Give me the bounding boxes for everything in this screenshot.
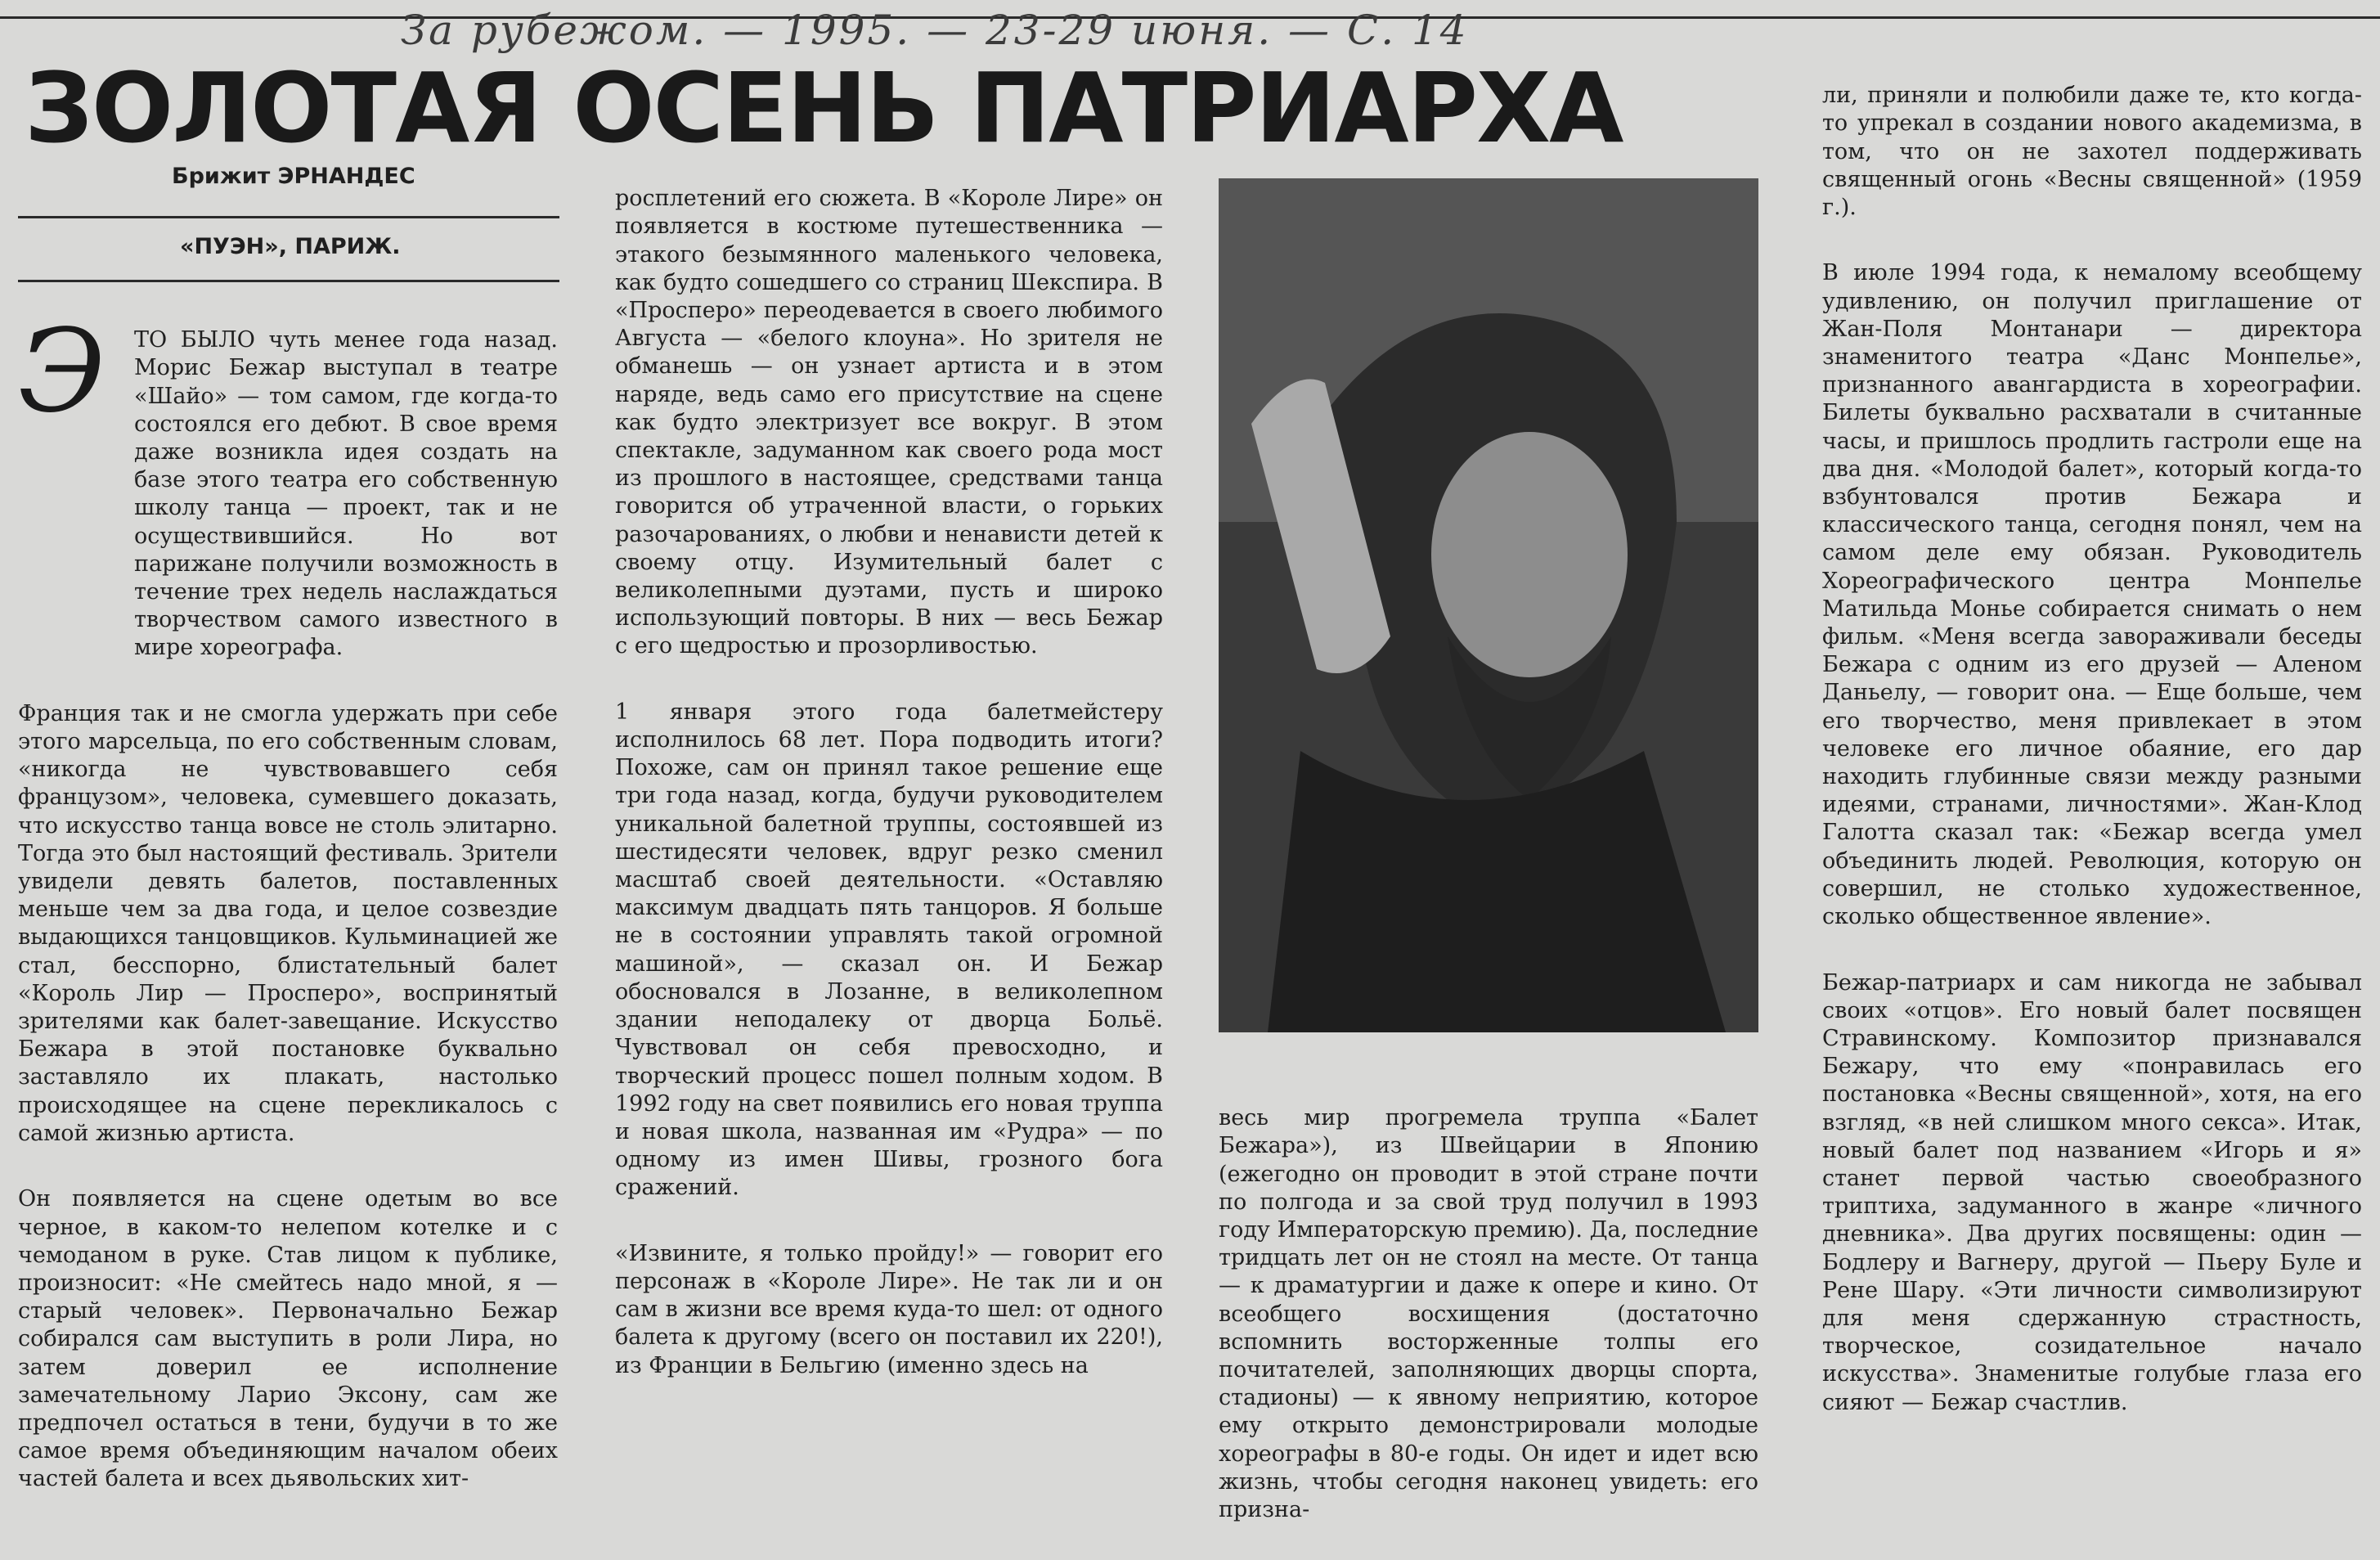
headline: ЗОЛОТАЯ ОСЕНЬ ПАТРИАРХА	[25, 52, 1623, 164]
article-column-1	[18, 299, 558, 1546]
column-3-paragraph-1: весь мир прогремела труппа «Балет Бежара»), из Швейцарии в Японию (ежегодно он проводит в этой стране почти по полгода и за свой труд получил в 1993 году Императорскую премию). Да, последние тридцать лет он не стоял на месте. От танца — к драматургии и даже к опере и кино. От всеобщего восхищения (достаточно вспомнить восторженные толпы его почитателей, заполняющих дворцы спорта, стадионы) — к явному неприятию, которое ему открыто демонстрировали молодые хореографы в 80-е годы. Он идет и идет всю жизнь, чтобы сегодня наконец увидеть: его призна-	[1219, 1105, 1758, 1523]
column-2-paragraph-3: «Извините, я только пройду!» — говорит его персонаж в «Короле Лире». Не так ли и он сам в жизни все время куда-то шел: от одного балета к другому (всего он поставил их 220!), из Франции в Бельгию (именно здесь на	[615, 1240, 1163, 1378]
column-2-paragraph-1: росплетений его сюжета. В «Короле Лире» он появляется в костюме путешественника — этакого безымянного маленького человека, как будто сошедшего со страниц Шекспира. В «Просперо» переодевается в своего любимого Августа — «белого клоуна». Но зрителя не обманешь — он узнает артиста и в этом наряде, ведь само его присутствие на сцене как будто электризует все вокруг. В этом спектакле, задуманном как своего рода мост из прошлого в настоящее, средствами танца говорится об утраченной власти, о горьких разочарованиях, о любви и ненависти детей к своему отцу. Изумительный балет с великолепными дуэтами, пусть и широко использующий повторы. В них — весь Бежар с его щедростью и прозорливостью.	[615, 186, 1163, 659]
portrait-illustration	[1219, 178, 1758, 1032]
column-1-paragraph-2: Франция так и не смогла удержать при себе этого марсельца, по его собственным словам, «никогда не чувствовавшего себя французом», человека, сумевшего доказать, что искусство танца вовсе не столь элитарно. Тогда это был настоящий фестиваль. Зрители увидели девять балетов, поставленных меньше чем за два года, и целое созвездие выдающихся танцовщиков. Кульминацией же стал, бесспорно, блистательный балет «Король Лир — Просперо», воспринятый зрителями как балет-завещание. Искусство Бежара в этой постановке буквально заставляло их плакать, настолько происходящее на сцене перекликалось с самой жизнью артиста.	[18, 700, 558, 1146]
column-4-paragraph-3: Бежар-патриарх и сам никогда не забывал своих «отцов». Его новый балет посвящен Стравинскому. Композитор признавался Бежару, что ему «понравилась его постановка «Весны священной», хотя, на его взгляд, «в ней слишком много секса». Итак, новый балет под названием «Игорь и я» станет первой частью своеобразного триптиха, задуманного в жанре «личного дневника». Два других посвящены: один — Бодлеру и Вагнеру, другой — Пьеру Буле и Рене Шару. «Эти личности символизируют для меня сдержанную страстность, творческое, созидательное начало искусства». Знаменитые голубые глаза его сияют — Бежар счастлив.	[1822, 969, 2362, 1415]
dateline: «ПУЭН», ПАРИЖ.	[180, 234, 401, 259]
column-1-paragraph-3: Он появляется на сцене одетым во все черное, в каком-то нелепом котелке и с чемоданом в руке. Став лицом к публике, произносит: «Не смейтесь надо мной, я — старый человек». Первоначально Бежар собирался сам выступить в роли Лира, но затем доверил ее исполнение замечательному Ларио Эксону, сам же предпочел остаться в тени, будучи в то же самое время объединяющим началом обеих частей балета и всех дьявольских хит-	[18, 1186, 558, 1492]
article-column-2	[615, 157, 1163, 1548]
handwritten-annotation: За рубежом. — 1995. — 23-29 июня. — С. 14	[401, 7, 1469, 54]
column-2-paragraph-2: 1 января этого года балетмейстеру исполнилось 68 лет. Пора подводить итоги? Похоже, сам он принял такое решение еще три года назад, когда, будучи руководителем уникальной балетной труппы, состоявшей из шестидесяти человек, вдруг резко сменил масштаб своей деятельности. «Оставляю максимум двадцать пять танцоров. Я больше не в состоянии управлять такой огромной машиной», — сказал он. И Бежар обосновался в Лозанне, в великолепном здании неподалеку от дворца Больё. Чувствовал он себя превосходно, и творческий процесс пошел полным ходом. В 1992 году на свет появились его новая труппа и новая школа, названная им «Рудра» — по одному из имен Шивы, грозного бога сражений.	[615, 699, 1163, 1201]
portrait-photo	[1219, 178, 1758, 1032]
column-1-paragraph-1: ТО БЫЛО чуть менее года назад. Морис Бежар выступал в театре «Шайо» — том самом, где когда-то состоялся его дебют. В свое время даже возникла идея создать на базе этого театра его собственную школу танца — проект, так и не осуществившийся. Но вот парижане получили возможность в течение трех недель наслаждаться творчеством самого известного в мире хореографа.	[134, 327, 558, 661]
article-column-4	[1822, 54, 2362, 1551]
dateline-rule	[18, 280, 559, 282]
article-column-3	[1219, 1077, 1758, 1551]
column-4-paragraph-2: В июле 1994 года, к немалому всеобщему удивлению, он получил приглашение от Жан-Поля Монтанари — директора знаменитого театра «Данс Монпелье», признанного авангардиста в хореографии. Билеты буквально расхватали в считанные часы, и пришлось продлить гастроли еще на два дня. «Молодой балет», который когда-то взбунтовался против Бежара и классического танца, сегодня понял, чем на самом деле ему обязан. Руководитель Хореографического центра Монпелье Матильда Монье собирается снимать о нем фильм. «Меня всегда завораживали беседы Бежара с одним из его друзей — Аленом Даньелу, — говорит она. — Еще больше, чем его творчество, меня привлекает в этом человеке его личное обаяние, его дар находить глубинные связи между разными идеями, странами, личностями». Жан-Клод Галотта сказал так: «Бежар всегда умел объединить людей. Революция, которую он совершил, не столько художественное, сколько общественное явление».	[1822, 260, 2362, 930]
byline-rule	[18, 216, 559, 218]
drop-cap: Э	[18, 305, 106, 438]
byline: Брижит ЭРНАНДЕС	[172, 164, 415, 189]
column-4-paragraph-1: ли, приняли и полюбили даже те, кто когда-то упрекал в создании нового академизма, в том, что он не захотел поддерживать священный огонь «Весны священной» (1959 г.).	[1822, 83, 2362, 221]
